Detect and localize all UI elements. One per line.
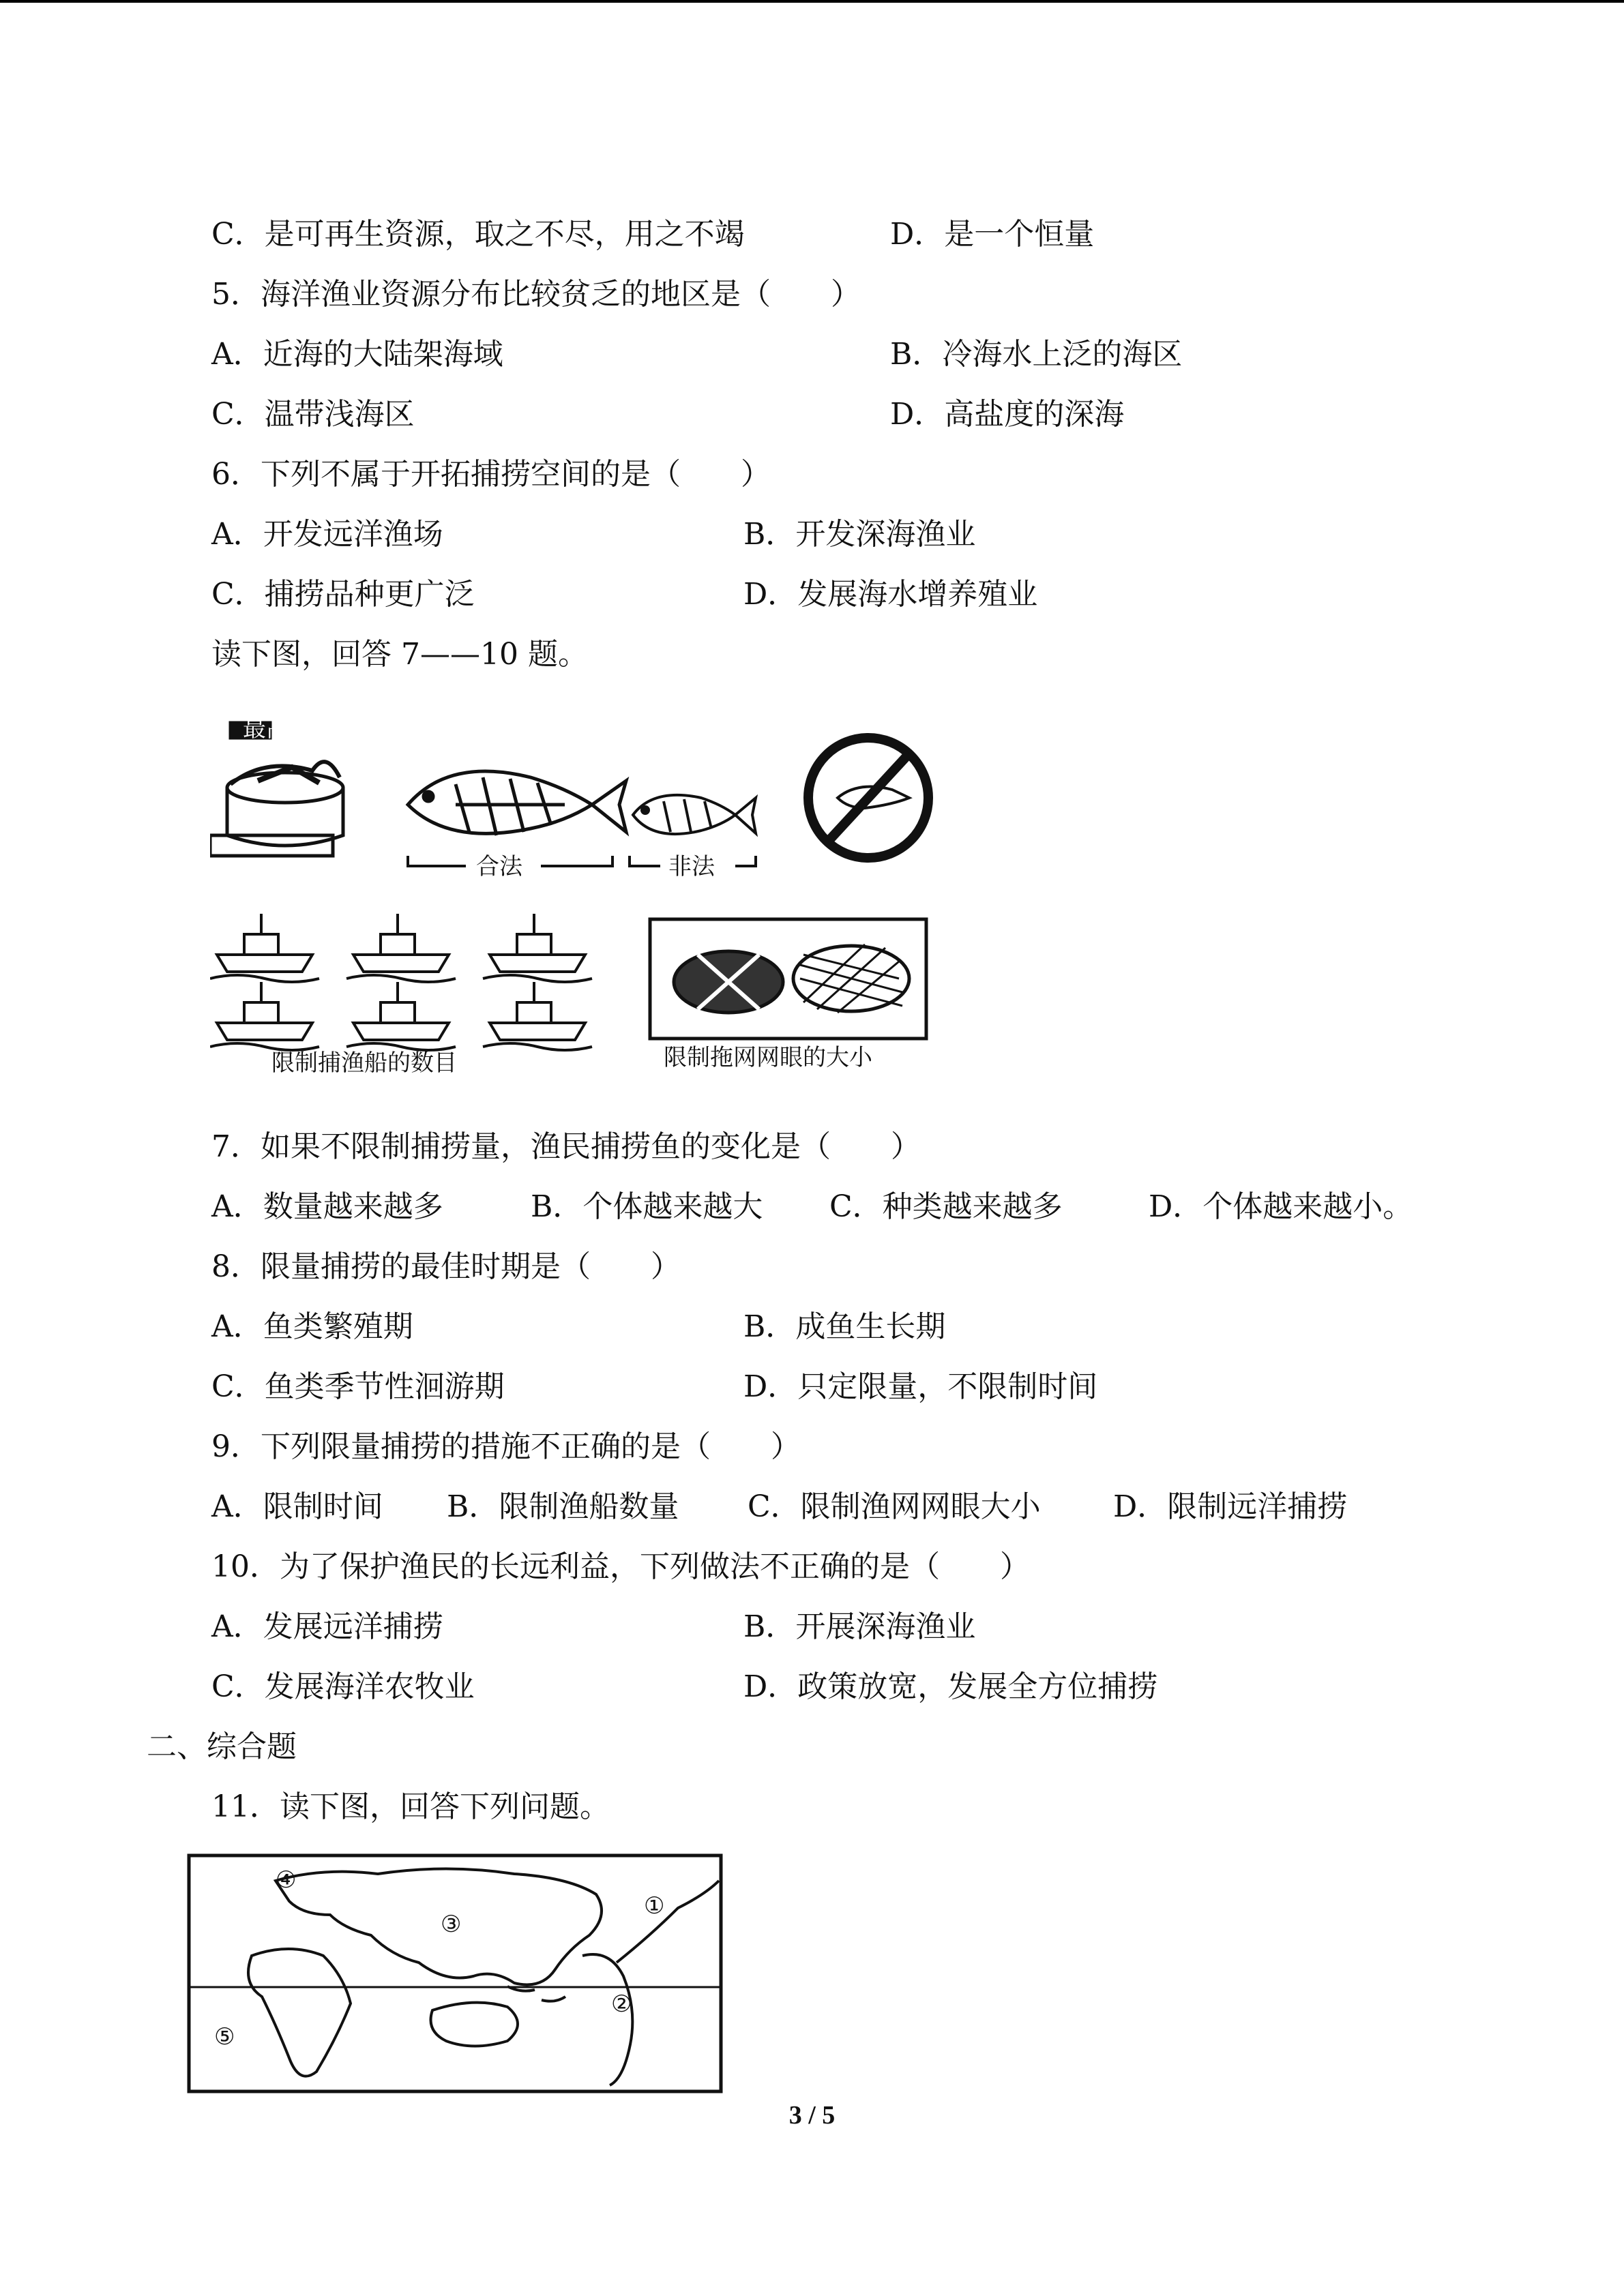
q11-stem: 11．读下图，回答下列问题。 (211, 1789, 610, 1824)
section-heading: 二、综合题 (147, 1729, 297, 1764)
q9-option-a: A．限制时间 (211, 1489, 383, 1524)
q5-option-c: C．温带浅海区 (211, 397, 415, 432)
q6-option-a: A．开发远洋渔场 (211, 517, 443, 552)
q9-stem: 9．下列限量捕捞的措施不正确的是（ ） (211, 1429, 801, 1464)
fishing-regulation-figure (210, 702, 974, 1084)
q5-option-d: D．高盐度的深海 (890, 397, 1125, 432)
q6-stem: 6．下列不属于开拓捕捞空间的是（ ） (211, 457, 771, 492)
q7-option-d: D．个体越来越小。 (1149, 1189, 1413, 1224)
boat-icon (483, 914, 592, 982)
q5-option-b: B．冷海水上泛的海区 (890, 337, 1183, 372)
map-marker-5: ⑤ (214, 2023, 235, 2051)
q6-option-d: D．发展海水增养殖业 (743, 577, 1038, 612)
quota-pot-icon (210, 723, 343, 856)
boat-icon (483, 982, 592, 1050)
caption-boats: 限制捕渔船的数目 (271, 1049, 457, 1077)
q10-option-c: C．发展海洋农牧业 (211, 1669, 475, 1704)
caption-net: 限制拖网网眼的大小 (664, 1044, 872, 1071)
label-max: 最高 (243, 715, 289, 743)
page-number: 3 / 5 (788, 2101, 836, 2130)
q9-option-d: D．限制远洋捕捞 (1113, 1489, 1348, 1524)
intro-7-10: 读下图，回答 7——10 题。 (211, 637, 588, 672)
q8-option-b: B．成鱼生长期 (743, 1309, 946, 1344)
map-marker-4: ④ (276, 1866, 297, 1894)
q10-option-a: A．发展远洋捕捞 (211, 1609, 443, 1644)
q10-stem: 10．为了保护渔民的长远利益，下列做法不正确的是（ ） (211, 1549, 1030, 1584)
q8-option-a: A．鱼类繁殖期 (211, 1309, 413, 1344)
illegal-fish-icon (633, 795, 756, 834)
q6-option-c: C．捕捞品种更广泛 (211, 577, 475, 612)
world-map-figure (187, 1853, 723, 2093)
q8-option-c: C．鱼类季节性洄游期 (211, 1369, 505, 1404)
label-illegal: 非法 (668, 853, 715, 880)
q10-option-b: B．开展深海渔业 (743, 1609, 976, 1644)
q9-option-c: C．限制渔网网眼大小 (748, 1489, 1041, 1524)
map-marker-3: ③ (441, 1911, 462, 1938)
net-mesh-icon (650, 919, 926, 1039)
q5-stem: 5．海洋渔业资源分布比较贫乏的地区是（ ） (211, 277, 861, 312)
q8-stem: 8．限量捕捞的最佳时期是（ ） (211, 1249, 681, 1284)
boat-icon (346, 982, 456, 1050)
map-marker-2: ② (611, 1991, 632, 2018)
legal-fish-icon (408, 771, 626, 835)
q9-option-b: B．限制渔船数量 (447, 1489, 679, 1524)
label-legal: 合法 (476, 853, 522, 880)
boat-icon (210, 982, 319, 1050)
q7-option-c: C．种类越来越多 (829, 1189, 1063, 1224)
top-border (0, 0, 1624, 3)
q4-option-d: D．是一个恒量 (890, 217, 1095, 252)
map-frame (189, 1855, 721, 2091)
q5-option-a: A．近海的大陆架海域 (211, 337, 503, 372)
no-fishing-sign-icon (808, 738, 928, 858)
q7-stem: 7．如果不限制捕捞量，渔民捕捞鱼的变化是（ ） (211, 1129, 921, 1164)
boat-icon (210, 914, 319, 982)
q6-option-b: B．开发深海渔业 (743, 517, 976, 552)
q8-option-d: D．只定限量，不限制时间 (743, 1369, 1098, 1404)
q7-option-a: A．数量越来越多 (211, 1189, 443, 1224)
map-marker-1: ① (644, 1892, 665, 1920)
fishing-boats-icon (210, 914, 592, 1050)
boat-icon (346, 914, 456, 982)
q4-option-c: C．是可再生资源，取之不尽，用之不竭 (211, 217, 745, 252)
q10-option-d: D．政策放宽，发展全方位捕捞 (743, 1669, 1158, 1704)
q7-option-b: B．个体越来越大 (531, 1189, 763, 1224)
